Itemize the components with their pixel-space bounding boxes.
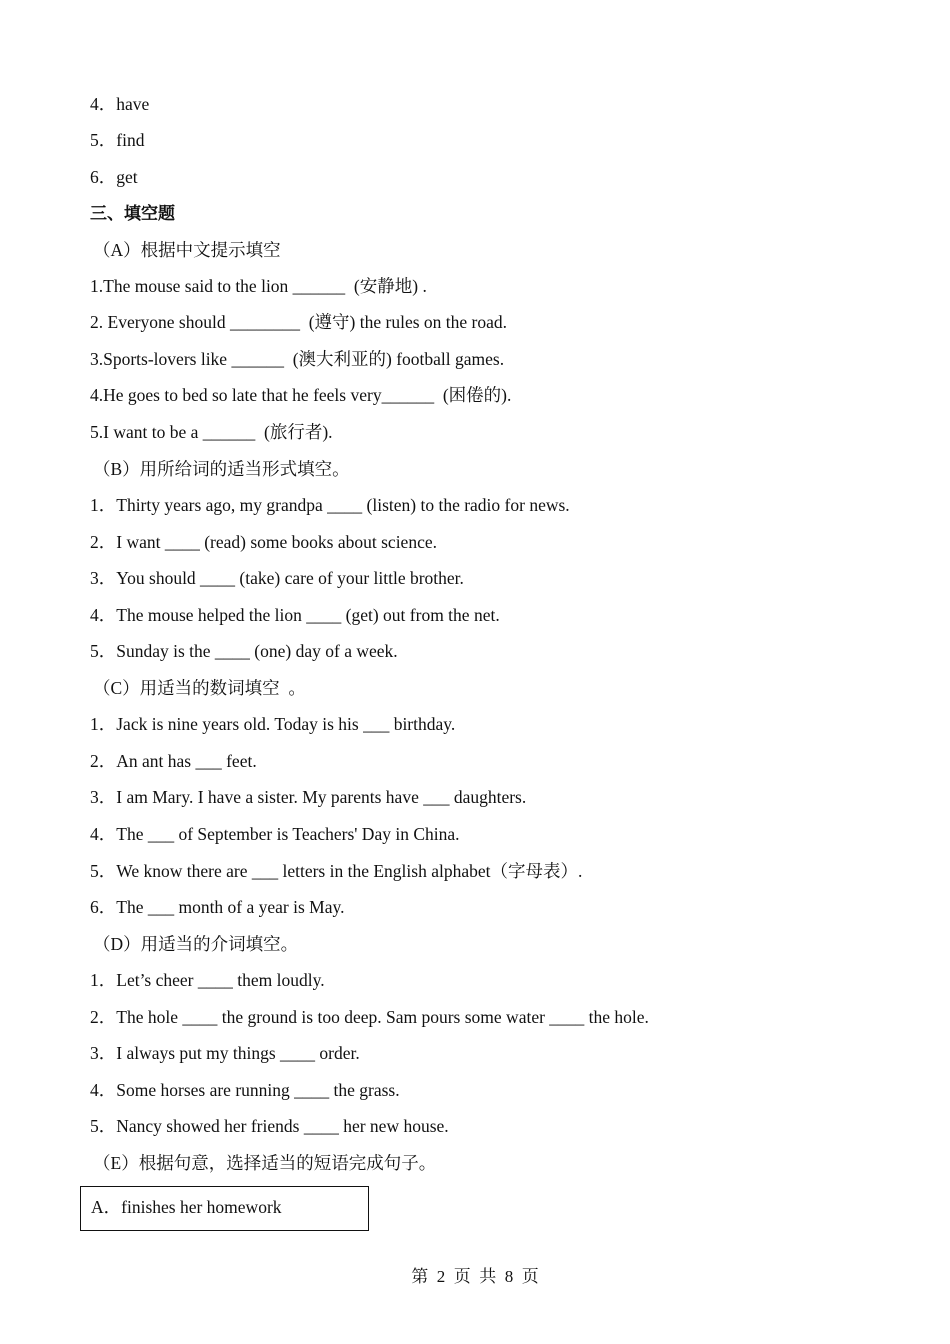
exercise-line: 1．Thirty years ago, my grandpa ____ (listen) to the radio for news. <box>90 495 570 515</box>
exercise-line: 5．Sunday is the ____ (one) day of a week. <box>90 641 398 661</box>
exercise-line: 6．get <box>90 167 138 187</box>
subsection-instruction: （A）根据中文提示填空 <box>93 240 281 260</box>
exercise-line: 5．We know there are ___ letters in the English alphabet（字母表）. <box>90 861 583 881</box>
exercise-line: 4.He goes to bed so late that he feels very______ (困倦的). <box>90 385 512 405</box>
subsection-instruction: （D）用适当的介词填空。 <box>93 934 299 954</box>
subsection-instruction: （C）用适当的数词填空 。 <box>93 678 306 698</box>
exercise-line: 1．Jack is nine years old. Today is his ___ birthday. <box>90 714 456 734</box>
exercise-line: 3．I always put my things ____ order. <box>90 1043 360 1063</box>
exercise-line: 3．You should ____ (take) care of your little brother. <box>90 568 464 588</box>
option-box <box>80 1186 369 1231</box>
exercise-line: 2. Everyone should ________ (遵守) the rules on the road. <box>90 312 508 332</box>
exercise-line: 2．I want ____ (read) some books about science. <box>90 532 437 552</box>
exercise-line: 4．The mouse helped the lion ____ (get) out from the net. <box>90 605 500 625</box>
exercise-line: 4．Some horses are running ____ the grass. <box>90 1080 400 1100</box>
exercise-line: 1．Let’s cheer ____ them loudly. <box>90 970 325 990</box>
subsection-instruction: （E）根据句意，选择适当的短语完成句子。 <box>93 1153 437 1173</box>
exercise-line: 4．have <box>90 94 150 114</box>
exercise-line: 3．I am Mary. I have a sister. My parents have ___ daughters. <box>90 787 527 807</box>
exercise-line: 6．The ___ month of a year is May. <box>90 897 345 917</box>
section-heading: 三、填空题 <box>90 204 175 224</box>
subsection-instruction: （B）用所给词的适当形式填空。 <box>93 459 350 479</box>
exercise-line: 4．The ___ of September is Teachers' Day in China. <box>90 824 460 844</box>
exercise-line: 2．An ant has ___ feet. <box>90 751 257 771</box>
option-a-text: A．finishes her homework <box>91 1197 282 1217</box>
exercise-line: 5．Nancy showed her friends ____ her new house. <box>90 1116 449 1136</box>
exercise-line: 3.Sports-lovers like ______ (澳大利亚的) football games. <box>90 349 505 369</box>
exercise-line: 1.The mouse said to the lion ______ (安静地) . <box>90 276 427 296</box>
exercise-line: 5.I want to be a ______ (旅行者). <box>90 422 333 442</box>
page-footer: 第 2 页 共 8 页 <box>411 1267 539 1286</box>
exercise-line: 2．The hole ____ the ground is too deep. Sam pours some water ____ the hole. <box>90 1007 649 1027</box>
exercise-line: 5．find <box>90 130 145 150</box>
